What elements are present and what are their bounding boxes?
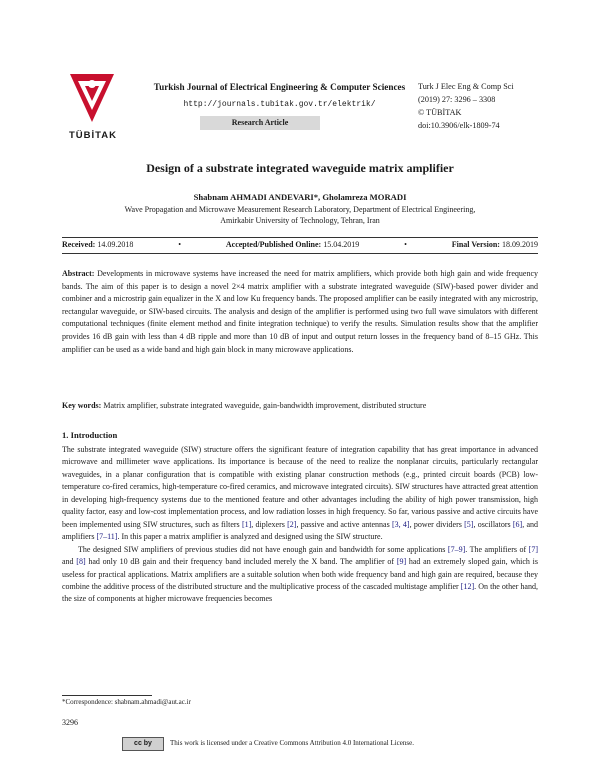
section-body [62, 444, 538, 606]
citation-copyright: © TÜBİTAK [418, 108, 462, 117]
affiliation-line: Amirkabir University of Technology, Tehran, Iran [220, 216, 380, 225]
cc-badge-text: cc by [134, 740, 152, 747]
keywords [62, 400, 538, 412]
citation-link[interactable]: [7] [528, 544, 538, 554]
article-title: Design of a substrate integrated waveguide matrix amplifier [146, 161, 454, 175]
citation-journal: Turk J Elec Eng & Comp Sci [418, 82, 514, 91]
citation-link[interactable]: [6] [512, 519, 523, 529]
citation-volume: (2019) 27: 3296 – 3308 [418, 95, 496, 104]
citation-link[interactable]: [5] [464, 519, 474, 529]
citation-link[interactable]: [8] [76, 557, 86, 567]
paragraph: The designed SIW amplifiers of previous studies did not have enough gain and bandwidth for some applications [7–9]. The amplifiers of [7] and [8] had only 10 dB gain and their frequency band included merely the X band. The amplifier of [9] had an extremely sloped gain, which is useless for practical applications. Matrix amplifiers are a suitable solution when both wide frequency band and high gain are required, because they combine the additive process of the distributed structure and the multiplicative process of the cascaded multistage amplifier [12]. On the other hand, the size of components at higher microwave frequencies becomes [62, 544, 538, 604]
citation-link[interactable]: [1] [241, 519, 252, 529]
final-date: Final Version: 18.09.2019 [451, 240, 538, 249]
dates-bottom-rule [62, 253, 538, 254]
received-date: Received: 14.09.2018 [62, 240, 134, 249]
journal-url[interactable]: http://journals.tubitak.gov.tr/elektrik/ [183, 100, 376, 109]
citation-link[interactable]: [7–9] [447, 544, 466, 554]
page-number: 3296 [62, 718, 78, 727]
citation-doi[interactable]: doi:10.3906/elk-1809-74 [418, 121, 500, 130]
citation-block [418, 80, 514, 132]
license-text: This work is licensed under a Creative Commons Attribution 4.0 International License. [170, 739, 414, 747]
correspondence-footnote: *Correspondence: shabnam.ahmadi@aut.ac.ir [62, 698, 191, 706]
cc-license-badge[interactable] [122, 737, 164, 751]
dates-top-rule [62, 237, 538, 238]
tubitak-logo-icon [64, 72, 120, 130]
separator-bullet: • [178, 240, 181, 249]
citation-link[interactable]: [7–11] [96, 532, 118, 542]
citation-link[interactable]: [2] [287, 519, 297, 529]
section-heading: 1. Introduction [62, 430, 118, 440]
citation-link[interactable]: [9] [396, 557, 407, 567]
abstract-text: Developments in microwave systems have increased the need for matrix amplifiers, which provide both high gain and wide frequency bands. The aim of this paper is to design a novel 2×4 matrix amplifier with a substrate integrated waveguide (SIW)-based power divider and combiner and a microstrip gain equalizer in the X and low Ku frequency bands. The proposed amplifier can be easily integrated with any microstrip, rectangular waveguide, or SIW-based circuits. The analysis and design of the amplifier is performed using two full wave simulators with different computational techniques (finite element method and finite integration technique) to verify the results. Simulation results show that the amplifier provides 16 dB gain with less than 4 dB ripple and more than 10 dB of input and output return losses in the frequency band of 8–15 GHz. This amplifier can be used as a wide band and high gain block in many microwave applications. [62, 269, 539, 354]
keywords-label: Key words: [62, 401, 102, 410]
paragraph: The substrate integrated waveguide (SIW) structure offers the significant feature of integration capability that has great importance in advanced microwave and millimeter wave applications. Its importance is because of the need to realize the nonplanar circuits, particularly rectangular waveguides, in a planar configuration that is compatible with existing planar construction methods (e.g., printed circuit boards (PCB) low-temperature co-fired ceramics, high-temperature co-fired ceramics, and microwave integrated circuits). SIW structures have attracted great attention in developing high-frequency systems due to the mentioned feature and other advantages including the ability of high power transmission, high quality factor, easy and low-cost implementation process, and low radiation losses in high frequency. So far, various passive and active circuits have been implemented using SIW structures, such as filters [1], diplexers [2], passive and active antennas [3, 4], power dividers [5], oscillators [6], and amplifiers [7–11]. In this paper a matrix amplifier is analyzed and designed using the SIW structure. [62, 445, 539, 542]
abstract-label: Abstract: [62, 269, 95, 278]
keywords-text: Matrix amplifier, substrate integrated waveguide, gain-bandwidth improvement, distributed structure [103, 401, 427, 410]
article-affiliation [60, 204, 540, 226]
abstract [62, 268, 538, 356]
article-type-badge: Research Article [200, 116, 320, 130]
citation-link[interactable]: [12] [460, 581, 475, 591]
dates-row [62, 240, 538, 249]
citation-link[interactable]: [3, 4] [391, 519, 410, 529]
accepted-date: Accepted/Published Online: 15.04.2019 [225, 240, 360, 249]
footnote-rule [62, 695, 152, 696]
logo-wordmark: TÜBİTAK [69, 130, 117, 141]
affiliation-line: Wave Propagation and Microwave Measurement Research Laboratory, Department of Electrical Engineering, [124, 205, 476, 214]
journal-name: Turkish Journal of Electrical Engineering & Computer Sciences [153, 82, 406, 92]
article-authors: Shabnam AHMADI ANDEVARI*, Gholamreza MORADI [193, 192, 407, 202]
separator-bullet: • [404, 240, 407, 249]
